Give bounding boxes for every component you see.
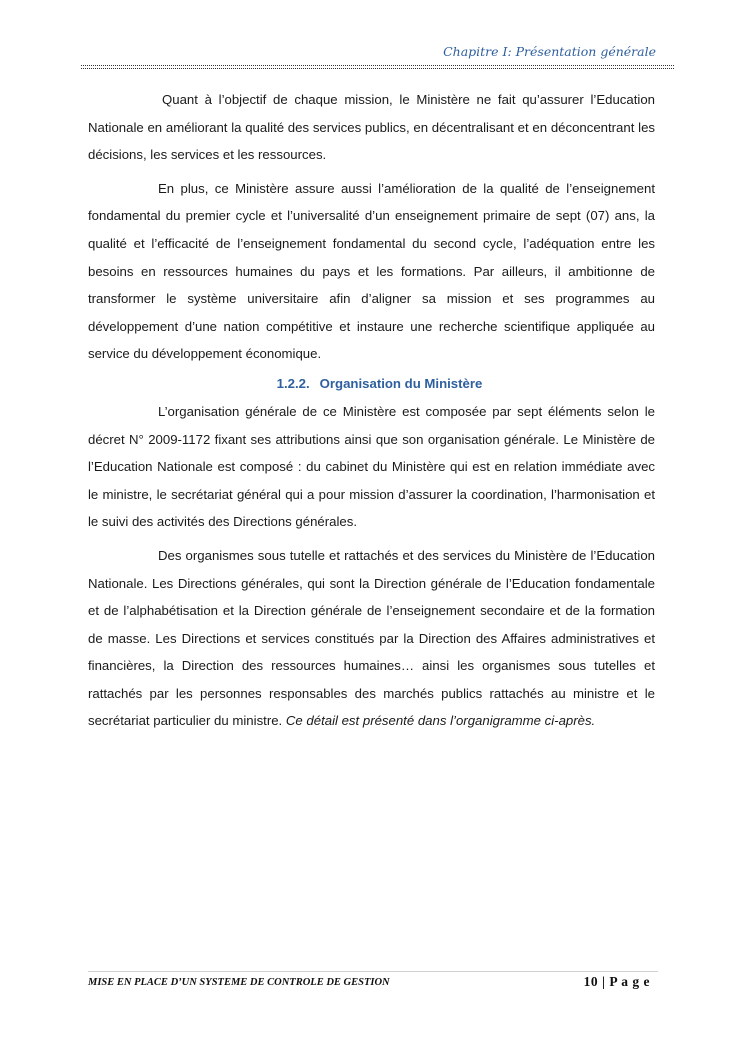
footer-document-title: MISE EN PLACE D’UN SYSTEME DE CONTROLE DE GESTION xyxy=(88,977,390,988)
paragraph-organismes-text: Des organismes sous tutelle et rattachés et des services du Ministère de l’Education Nationale. Les Directions générales, qui sont la Direction générale de l’Education fondamentale et de l’alphabétisation et la Direction générale de l’enseignement secondaire et de la formation de masse. Les Directions et services constitués par la Direction des Affaires administratives et financières, la Direction des ressources humaines… ainsi les organismes sous tutelles et rattachés par les personnes responsables des marchés publics rattachés au ministre et le secrétariat particulier du ministre. xyxy=(88,547,655,729)
chapter-header-title: Chapitre I: Présentation générale xyxy=(443,44,656,59)
organigram-reference: Ce détail est présenté dans l’organigramme ci-après. xyxy=(285,713,596,729)
footer-rule xyxy=(88,971,658,972)
footer-page-number: 10 | P a g e xyxy=(583,974,650,989)
header-dotted-rule-secondary xyxy=(81,68,674,69)
section-heading xyxy=(88,374,655,394)
paragraph-organismes xyxy=(88,542,655,735)
section-title: Organisation du Ministère xyxy=(319,375,483,391)
page-body xyxy=(88,86,655,741)
paragraph-quality: En plus, ce Ministère assure aussi l’amélioration de la qualité de l’enseignement fondamental du premier cycle et l’universalité d’un enseignement primaire de sept (07) ans, la qualité et l’efficacité de l’enseignement fondamental du second cycle, l’adéquation entre les besoins en ressources humaines du pays et les formations. Par ailleurs, il ambitionne de transformer le système universitaire afin d’aligner sa mission et ses programmes au développement d’une nation compétitive et instaure une recherche scientifique appliquée au service du développement économique. xyxy=(88,180,655,362)
paragraph-objective: Quant à l’objectif de chaque mission, le Ministère ne fait qu’assurer l’Education Nationale en améliorant la qualité des services publics, en décentralisant et en déconcentrant les décisions, les services et les ressources. xyxy=(88,92,655,163)
paragraph-organisation: L’organisation générale de ce Ministère est composée par sept éléments selon le décret N° 2009-1172 fixant ses attributions ainsi que son organisation générale. Le Ministère de l’Education Nationale est composé : du cabinet du Ministère qui est en relation immédiate avec le ministre, le secrétariat général qui a pour mission d’assurer la coordination, l’harmonisation et le suivi des activités des Directions générales. xyxy=(88,403,655,530)
section-number: 1.2.2. xyxy=(276,375,310,391)
header-dotted-rule xyxy=(81,65,674,66)
